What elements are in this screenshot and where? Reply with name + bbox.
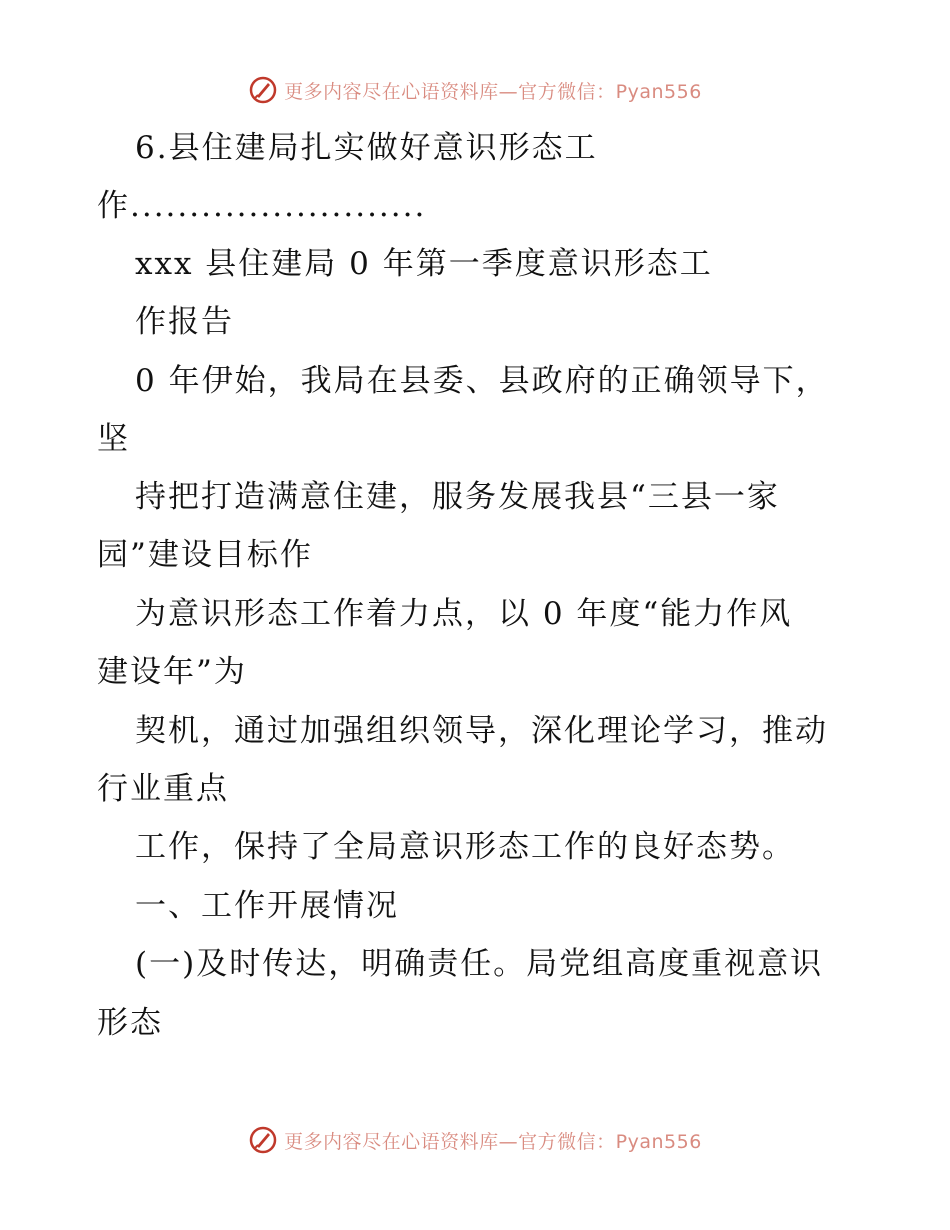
watermark-text: 更多内容尽在心语资料库—官方微信：Pyan556: [284, 1130, 702, 1153]
paragraph-line: (一)及时传达，明确责任。局党组高度重视意识: [135, 946, 824, 982]
watermark-header: [0, 70, 950, 110]
paragraph-line: 形态: [97, 1005, 163, 1041]
report-title-line-1: xxx 县住建局 0 年第一季度意识形态工: [135, 246, 713, 282]
paragraph-line: 园”建设目标作: [97, 537, 313, 573]
paragraph-line: 建设年”为: [97, 654, 247, 690]
toc-entry-line: 6.县住建局扎实做好意识形态工: [135, 130, 598, 166]
section-heading: 一、工作开展情况: [135, 888, 399, 924]
paragraph-line: 行业重点: [97, 771, 229, 807]
feather-pen-logo-icon: [248, 75, 278, 105]
watermark-footer: [0, 1120, 950, 1160]
report-title-line-2: 作报告: [135, 304, 234, 340]
paragraph-line: 坚: [97, 421, 130, 457]
paragraph-line: 0 年伊始，我局在县委、县政府的正确领导下，: [135, 363, 829, 399]
paragraph-line: 持把打造满意住建，服务发展我县“三县一家: [135, 479, 780, 515]
watermark-text: 更多内容尽在心语资料库—官方微信：Pyan556: [284, 80, 702, 103]
feather-pen-logo-icon: [248, 1125, 278, 1155]
toc-entry-dots: 作.........................: [97, 188, 427, 224]
paragraph-line: 工作，保持了全局意识形态工作的良好态势。: [135, 829, 795, 865]
paragraph-line: 契机，通过加强组织领导，深化理论学习，推动: [135, 713, 828, 749]
paragraph-line: 为意识形态工作着力点，以 0 年度“能力作风: [135, 596, 793, 632]
